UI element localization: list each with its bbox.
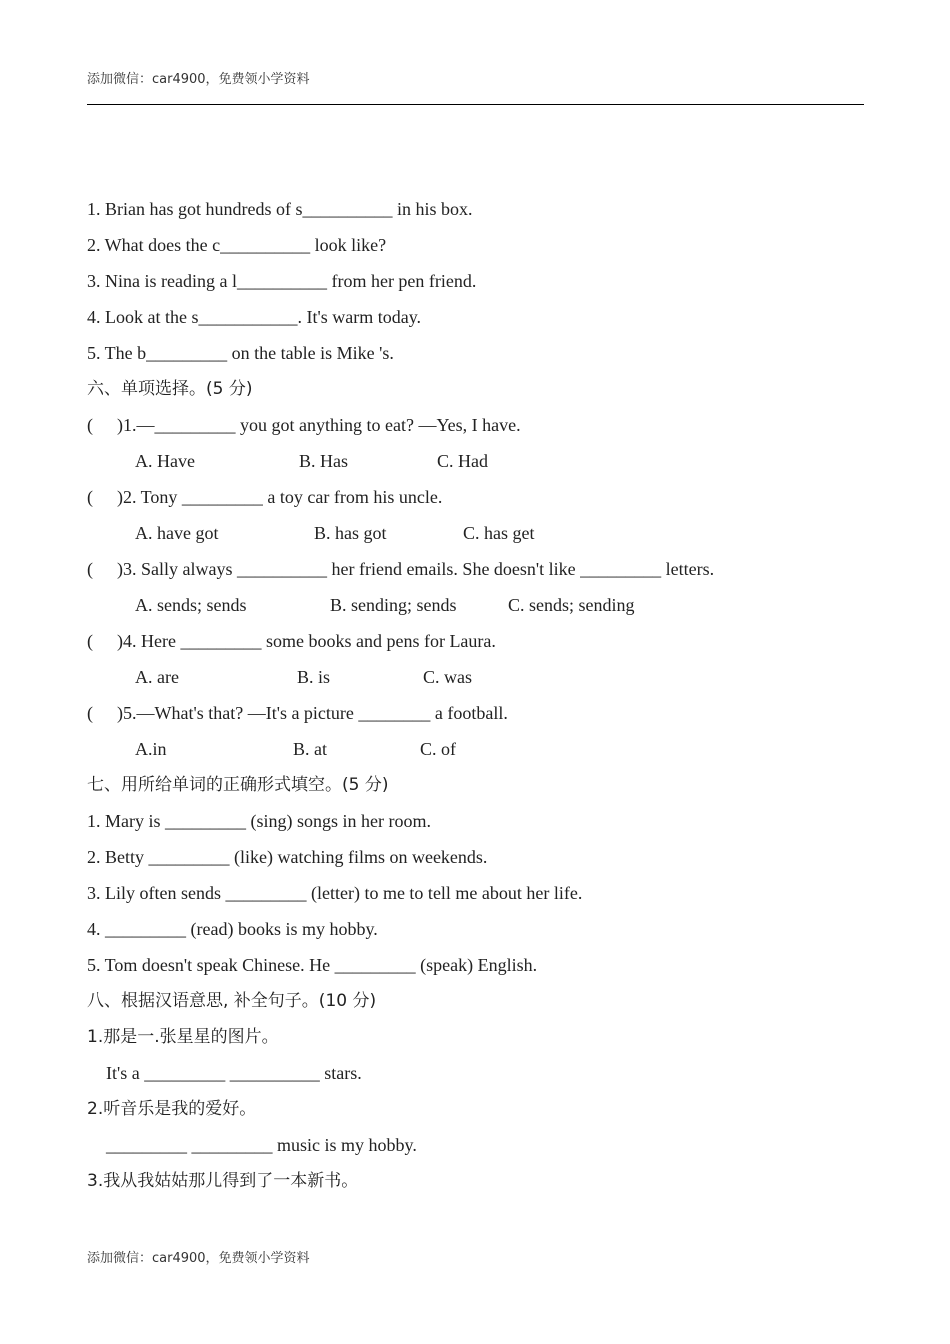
page-footer: 添加微信：car4900，免费领小学资料 <box>87 1251 310 1266</box>
part6-question-5 <box>87 701 864 737</box>
part6-question-2 <box>87 485 864 521</box>
option-a: A.in <box>135 739 167 759</box>
part5-item-1: 1. Brian has got hundreds of s__________ in his box. <box>87 199 473 219</box>
part5-item-2: 2. What does the c__________ look like? <box>87 235 387 255</box>
question-stem: )2. Tony _________ a toy car from his uncle. <box>117 487 443 507</box>
answer-paren: ( <box>87 703 93 723</box>
part8-item-1-chinese: 1.那是一.张星星的图片。 <box>87 1027 279 1047</box>
part6-question-1 <box>87 413 864 449</box>
part6-question-3 <box>87 557 864 593</box>
part5-item-5: 5. The b_________ on the table is Mike 's. <box>87 343 394 363</box>
answer-paren: ( <box>87 415 93 435</box>
part7-title: 七、用所给单词的正确形式填空。(5 分) <box>87 775 389 795</box>
part8-item-2-english: _________ _________ music is my hobby. <box>106 1135 417 1155</box>
part8-item-2-chinese: 2.听音乐是我的爱好。 <box>87 1099 257 1119</box>
part7-item-1: 1. Mary is _________ (sing) songs in her room. <box>87 811 431 831</box>
part7-item-5: 5. Tom doesn't speak Chinese. He _________ (speak) English. <box>87 955 538 975</box>
option-c: C. sends; sending <box>508 595 635 615</box>
option-b: B. has got <box>314 523 387 543</box>
header-rule <box>87 104 864 105</box>
part7-item-4: 4. _________ (read) books is my hobby. <box>87 919 378 939</box>
part6-title: 六、单项选择。(5 分) <box>87 379 253 399</box>
page-header: 添加微信：car4900，免费领小学资料 <box>87 72 310 87</box>
question-stem: )1.—_________ you got anything to eat? —Yes, I have. <box>117 415 521 435</box>
option-c: C. has get <box>463 523 535 543</box>
answer-paren: ( <box>87 631 93 651</box>
part8-item-3-chinese: 3.我从我姑姑那儿得到了一本新书。 <box>87 1171 359 1191</box>
part8-title: 八、根据汉语意思, 补全句子。(10 分) <box>87 991 377 1011</box>
part7-item-2: 2. Betty _________ (like) watching films on weekends. <box>87 847 488 867</box>
option-a: A. have got <box>135 523 219 543</box>
option-b: B. sending; sends <box>330 595 457 615</box>
question-stem: )5.—What's that? —It's a picture ________ a football. <box>117 703 508 723</box>
part8-item-1-english: It's a _________ __________ stars. <box>106 1063 362 1083</box>
part6-options-1 <box>87 449 864 485</box>
part5-item-4: 4. Look at the s___________. It's warm today. <box>87 307 422 327</box>
part6-question-4 <box>87 629 864 665</box>
part6-options-4 <box>87 665 864 701</box>
worksheet-content <box>87 197 864 1205</box>
answer-paren: ( <box>87 487 93 507</box>
question-stem: )4. Here _________ some books and pens for Laura. <box>117 631 496 651</box>
part7-item-3: 3. Lily often sends _________ (letter) to me to tell me about her life. <box>87 883 583 903</box>
option-c: C. of <box>420 739 456 759</box>
option-b: B. at <box>293 739 327 759</box>
part6-options-2 <box>87 521 864 557</box>
part6-options-5 <box>87 737 864 773</box>
part6-options-3 <box>87 593 864 629</box>
option-b: B. Has <box>299 451 348 471</box>
option-c: C. Had <box>437 451 488 471</box>
question-stem: )3. Sally always __________ her friend emails. She doesn't like _________ letters. <box>117 559 715 579</box>
option-a: A. are <box>135 667 179 687</box>
option-b: B. is <box>297 667 331 687</box>
answer-paren: ( <box>87 559 93 579</box>
option-a: A. Have <box>135 451 195 471</box>
option-a: A. sends; sends <box>135 595 247 615</box>
part5-item-3: 3. Nina is reading a l__________ from her pen friend. <box>87 271 477 291</box>
option-c: C. was <box>423 667 472 687</box>
